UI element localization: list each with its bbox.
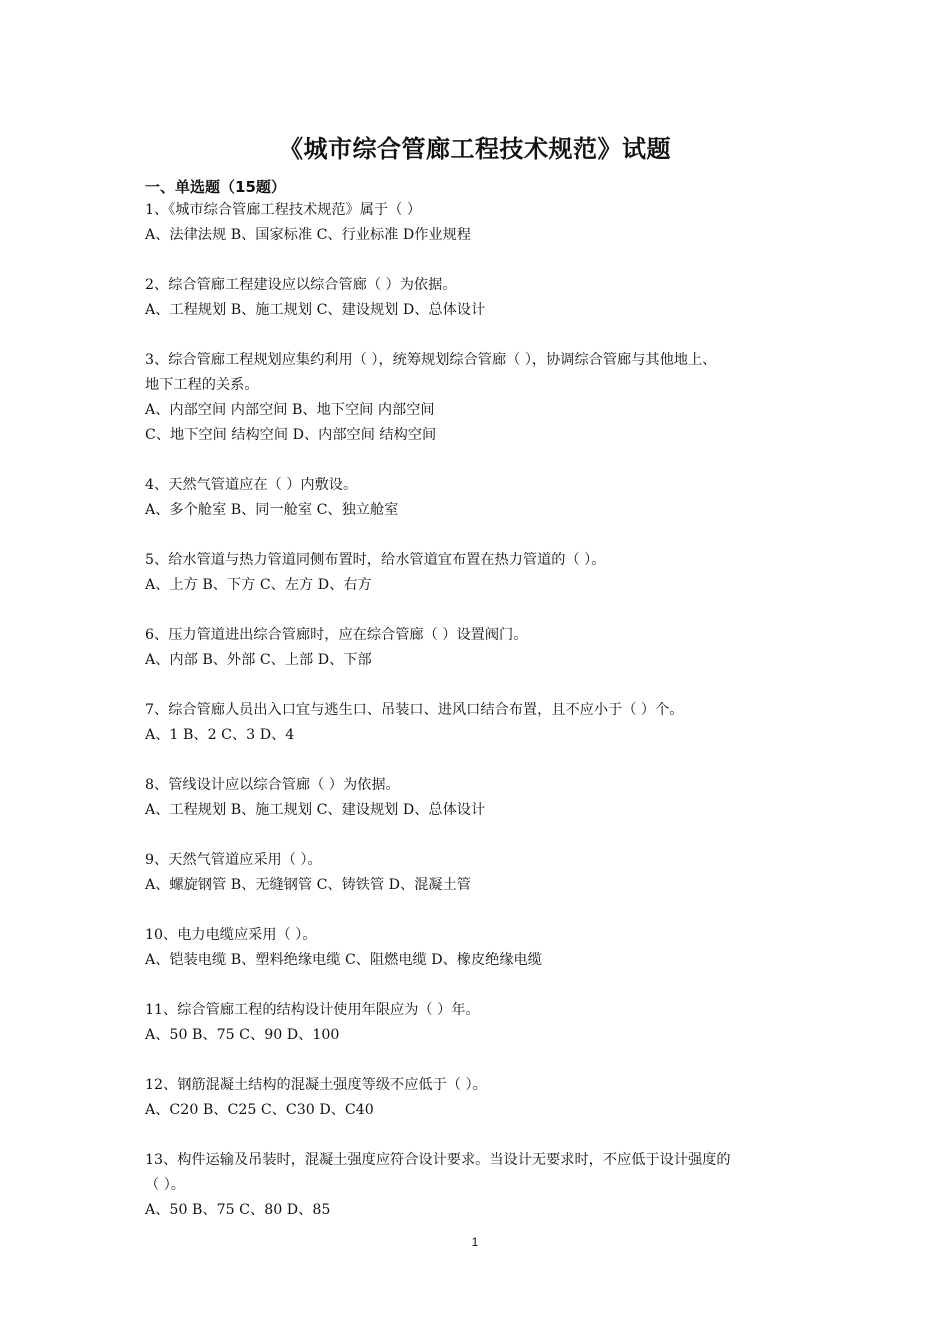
question-item — [145, 198, 815, 248]
question-options: A、上方 B、下方 C、左方 D、右方 — [145, 577, 372, 593]
question-text: 13、构件运输及吊装时，混凝土强度应符合设计要求。当设计无要求时，不应低于设计强度的 — [145, 1152, 731, 1168]
questions-container — [145, 198, 815, 1223]
question-item — [145, 348, 815, 448]
question-item — [145, 273, 815, 323]
question-options: A、工程规划 B、施工规划 C、建设规划 D、总体设计 — [145, 802, 486, 818]
question-options: A、螺旋钢管 B、无缝钢管 C、铸铁管 D、混凝土管 — [145, 877, 471, 893]
question-item — [145, 848, 815, 898]
question-options: A、法律法规 B、国家标准 C、行业标准 D作业规程 — [145, 227, 471, 243]
question-item — [145, 773, 815, 823]
question-options: A、铠装电缆 B、塑料绝缘电缆 C、阻燃电缆 D、橡皮绝缘电缆 — [145, 952, 542, 968]
question-text: 10、电力电缆应采用（ ）。 — [145, 927, 317, 943]
question-item — [145, 473, 815, 523]
question-text: （ ）。 — [145, 1177, 185, 1193]
question-text: 5、给水管道与热力管道同侧布置时，给水管道宜布置在热力管道的（ ）。 — [145, 552, 606, 568]
question-item — [145, 1148, 815, 1223]
question-text: 地下工程的关系。 — [145, 377, 259, 393]
question-item — [145, 623, 815, 673]
question-item — [145, 998, 815, 1048]
question-item — [145, 1073, 815, 1123]
question-options: A、内部 B、外部 C、上部 D、下部 — [145, 652, 372, 668]
question-text: 12、钢筋混凝土结构的混凝土强度等级不应低于（ ）。 — [145, 1077, 487, 1093]
question-options: A、50 B、75 C、80 D、85 — [145, 1202, 331, 1218]
section-heading: 一、单选题（15题） — [145, 178, 286, 196]
question-item — [145, 548, 815, 598]
question-text: 9、天然气管道应采用（ ）。 — [145, 852, 322, 868]
question-options: A、工程规划 B、施工规划 C、建设规划 D、总体设计 — [145, 302, 486, 318]
page-number: 1 — [471, 1235, 479, 1249]
question-item — [145, 923, 815, 973]
question-options: A、内部空间 内部空间 B、地下空间 内部空间 — [145, 402, 435, 418]
question-text: 2、综合管廊工程建设应以综合管廊（ ）为依据。 — [145, 277, 457, 293]
document-title: 《城市综合管廊工程技术规范》试题 — [279, 135, 671, 163]
question-item — [145, 698, 815, 748]
question-options: A、1 B、2 C、3 D、4 — [145, 727, 295, 743]
question-text: 7、综合管廊人员出入口宜与逃生口、吊装口、进风口结合布置，且不应小于（ ）个。 — [145, 702, 684, 718]
question-text: 6、压力管道进出综合管廊时，应在综合管廊（ ）设置阀门。 — [145, 627, 528, 643]
question-options: A、多个舱室 B、同一舱室 C、独立舱室 — [145, 502, 399, 518]
question-list — [145, 176, 815, 1248]
question-text: 8、管线设计应以综合管廊（ ）为依据。 — [145, 777, 400, 793]
question-options: A、50 B、75 C、90 D、100 — [145, 1027, 340, 1043]
question-text: 3、综合管廊工程规划应集约利用（ ），统筹规划综合管廊（ ），协调综合管廊与其他地上、 — [145, 352, 717, 368]
question-text: 4、天然气管道应在（ ）内敷设。 — [145, 477, 358, 493]
question-text: 11、综合管廊工程的结构设计使用年限应为（ ）年。 — [145, 1002, 480, 1018]
question-text: 1、《城市综合管廊工程技术规范》属于（ ） — [145, 202, 422, 218]
question-options: C、地下空间 结构空间 D、内部空间 结构空间 — [145, 427, 437, 443]
question-options: A、C20 B、C25 C、C30 D、C40 — [145, 1102, 374, 1118]
